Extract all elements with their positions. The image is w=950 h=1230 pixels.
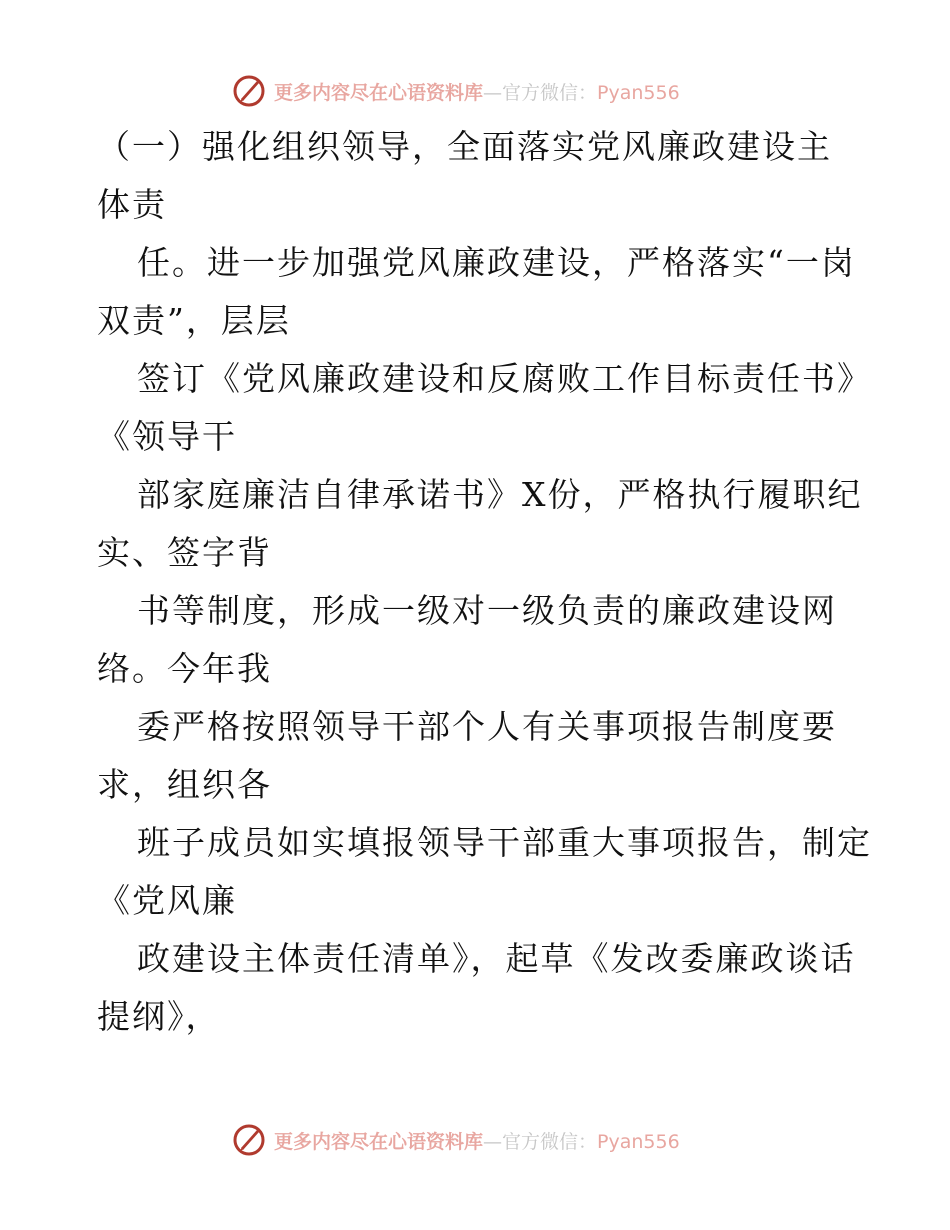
body-line: 班子成员如实填报领导干部重大事项报告，制定: [137, 823, 872, 862]
body-line: 体责: [97, 185, 167, 224]
body-line: 签订《党风廉政建设和反腐败工作目标责任书》: [137, 359, 872, 398]
banner-separator: —: [483, 81, 503, 104]
quill-pen-logo-icon: [232, 1123, 266, 1157]
footer-banner: [232, 1120, 680, 1160]
document-body: [97, 118, 887, 1046]
body-line: 《党风廉: [97, 881, 237, 920]
banner-wechat-label: 官方微信：: [502, 81, 598, 104]
body-line: 实、签字背: [97, 533, 272, 572]
body-line: 部家庭廉洁自律承诺书》X份，严格执行履职纪: [137, 475, 863, 514]
body-line: 双责”，层层: [97, 301, 291, 340]
header-banner: [232, 71, 680, 111]
body-line: 委严格按照领导干部个人有关事项报告制度要: [137, 707, 837, 746]
body-line: 任。进一步加强党风廉政建设，严格落实“一岗: [137, 243, 856, 282]
body-line: 《领导干: [97, 417, 237, 456]
banner-wechat-id: Pyan556: [597, 1130, 680, 1153]
banner-text: [274, 78, 680, 105]
banner-site-name: 更多内容尽在心语资料库: [274, 81, 484, 104]
body-line: 提纲》，: [97, 997, 221, 1036]
banner-separator: —: [483, 1130, 503, 1153]
body-line: 求，组织各: [97, 765, 272, 804]
body-line: 政建设主体责任清单》，起草《发改委廉政谈话: [137, 939, 856, 978]
banner-wechat-id: Pyan556: [597, 81, 680, 104]
quill-pen-logo-icon: [232, 74, 266, 108]
body-line: 书等制度，形成一级对一级负责的廉政建设网: [137, 591, 837, 630]
banner-text: [274, 1127, 680, 1154]
banner-site-name: 更多内容尽在心语资料库: [274, 1130, 484, 1153]
banner-wechat-label: 官方微信：: [502, 1130, 598, 1153]
body-line: （一）强化组织领导，全面落实党风廉政建设主: [97, 127, 832, 166]
body-line: 络。今年我: [97, 649, 272, 688]
